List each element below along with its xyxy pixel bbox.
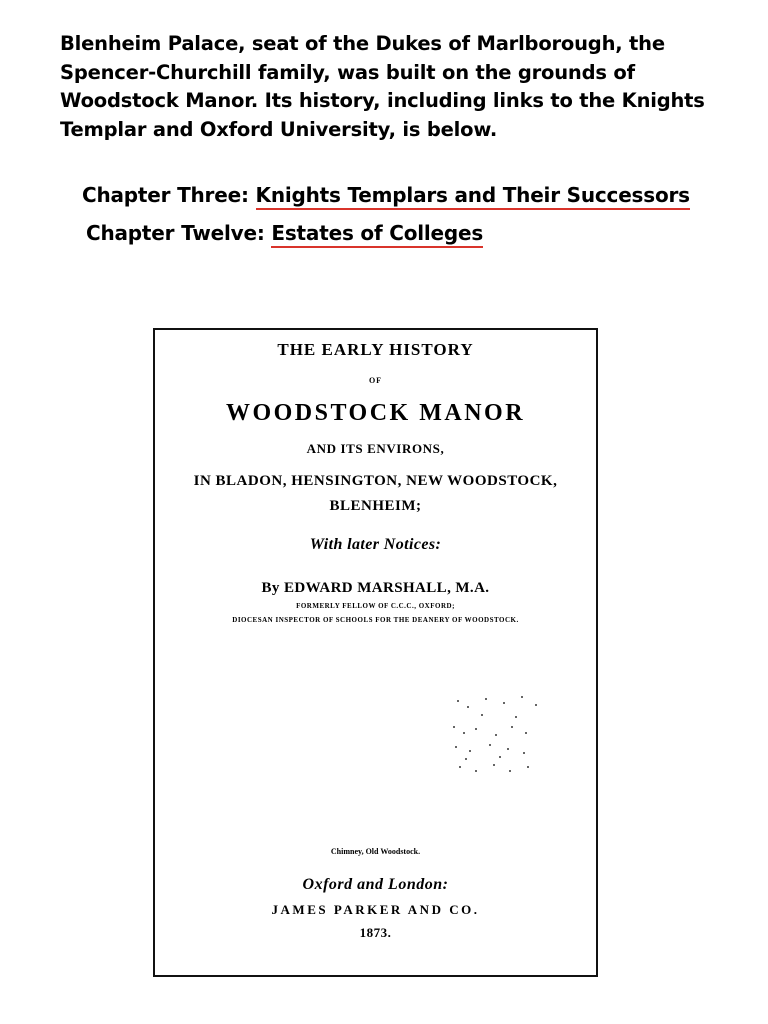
- illustration-caption: Chimney, Old Woodstock.: [330, 847, 421, 856]
- book-author: By EDWARD MARSHALL, M.A.: [261, 580, 490, 596]
- book-places: IN BLADON, HENSINGTON, NEW WOODSTOCK,: [193, 473, 558, 489]
- book-publisher: Oxford and London:: [302, 876, 449, 893]
- knights-templars-link[interactable]: Knights Templars and Their Successors: [256, 183, 690, 210]
- chimney-illustration: [445, 690, 555, 785]
- intro-text: Blenheim Palace, seat of the Dukes of Marlborough, the Spencer-Churchill family, was built on the grounds of Woodstock Manor. Its history, including links to the Knights Templar and Oxford University, is below.: [60, 32, 705, 141]
- chapter-three: [82, 183, 690, 207]
- book-subject: WOODSTOCK MANOR: [225, 400, 526, 426]
- book-printer: JAMES PARKER AND CO.: [271, 902, 480, 917]
- chapter-twelve: [86, 221, 483, 245]
- book-title: THE EARLY HISTORY: [277, 340, 474, 359]
- book-title-page: [153, 328, 598, 977]
- book-year: 1873.: [359, 925, 392, 940]
- estates-of-colleges-link[interactable]: Estates of Colleges: [271, 221, 483, 248]
- book-author-inspector: DIOCESAN INSPECTOR OF SCHOOLS FOR THE DEANERY OF WOODSTOCK.: [232, 616, 519, 624]
- chapter-twelve-label: Chapter Twelve:: [86, 221, 265, 245]
- book-notices: With later Notices:: [309, 536, 442, 553]
- book-author-fellow: FORMERLY FELLOW OF C.C.C., OXFORD;: [296, 602, 455, 610]
- book-of: OF: [368, 376, 383, 385]
- book-places-2: BLENHEIM;: [329, 498, 422, 514]
- chapter-three-label: Chapter Three:: [82, 183, 249, 207]
- book-environs: AND ITS ENVIRONS,: [306, 441, 445, 456]
